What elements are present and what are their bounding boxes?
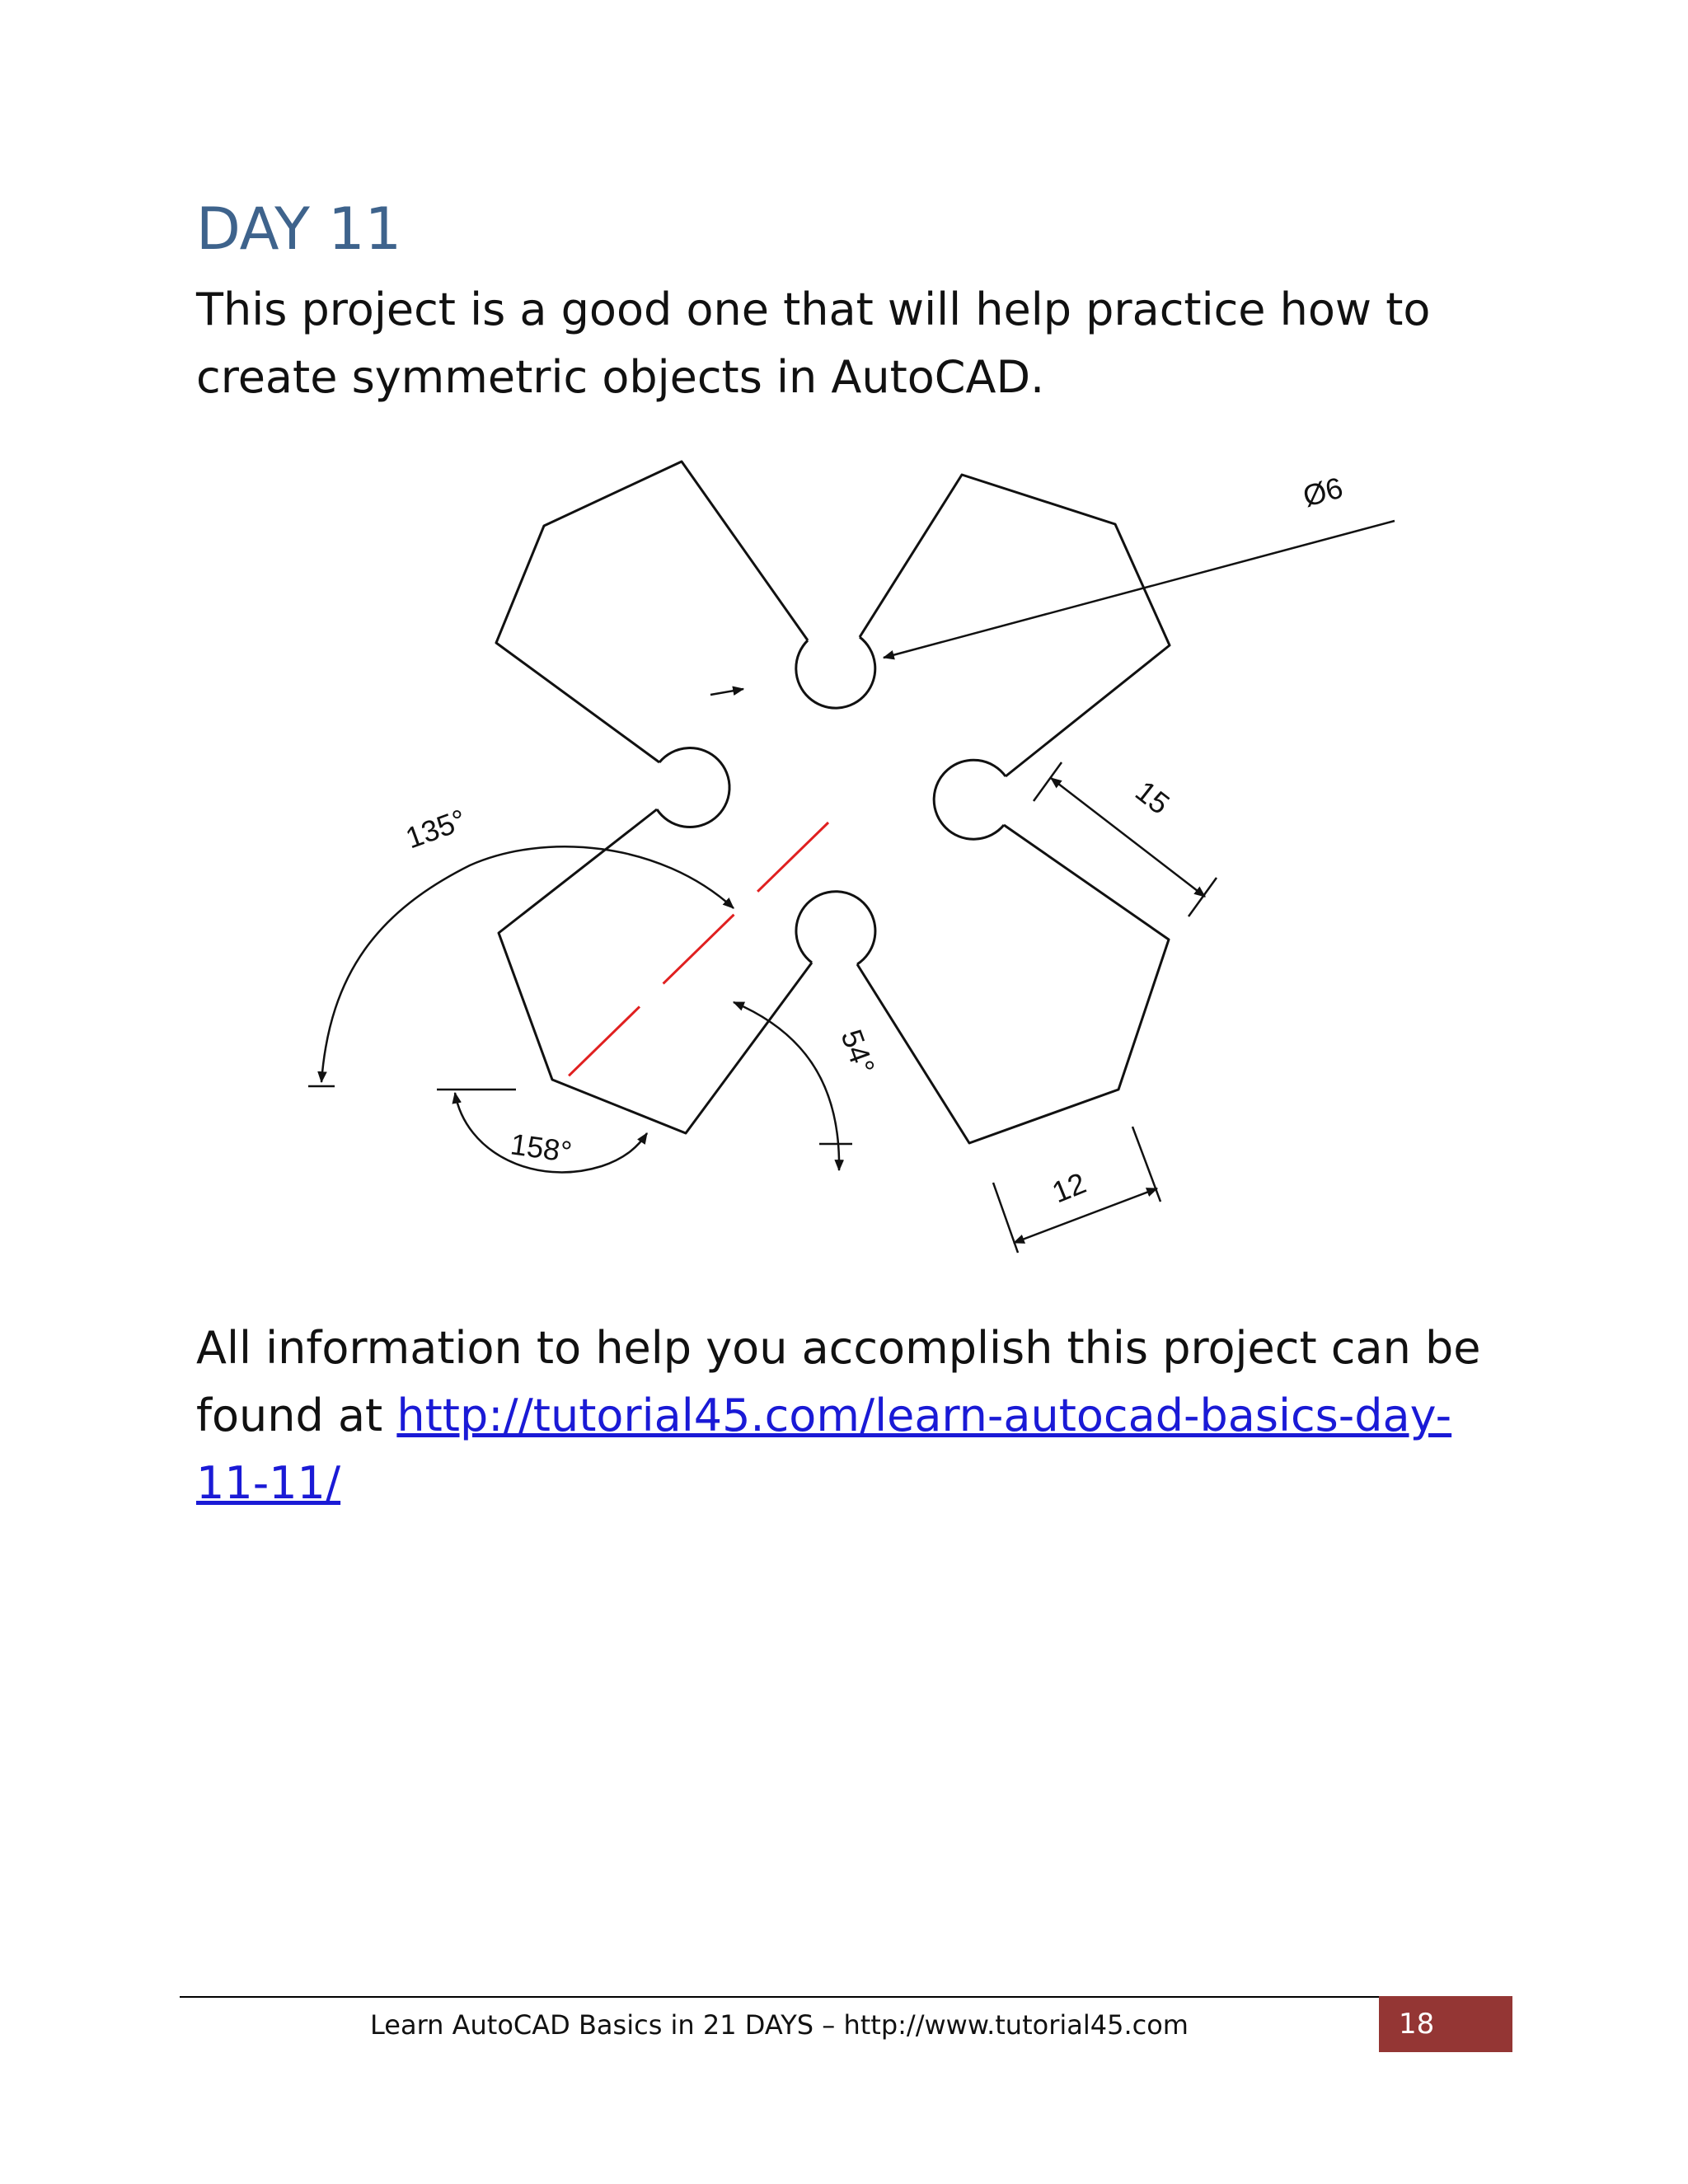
page-heading: DAY 11 [196, 195, 402, 263]
label-angle-158: 158° [508, 1127, 574, 1169]
page-number-badge: 18 [1379, 1996, 1512, 2052]
label-length-15: 15 [1129, 773, 1176, 821]
technical-drawing [272, 445, 1426, 1286]
dim-15-line [1051, 778, 1205, 897]
intro-paragraph: This project is a good one that will help practice how to create symmetric objects in AutoCAD. [196, 284, 1431, 403]
angle-arc-54 [734, 1002, 839, 1170]
footer-text: Learn AutoCAD Basics in 21 DAYS – http://www.tutorial45.com [370, 2009, 1189, 2041]
label-angle-135: 135° [401, 802, 471, 855]
footer-divider [180, 1996, 1379, 1998]
label-diameter: Ø6 [1299, 470, 1347, 513]
dim-15-ext-a [1034, 762, 1062, 801]
keyhole-right [934, 760, 1006, 839]
petal-bottom-right [857, 825, 1169, 1143]
symmetry-line [556, 823, 828, 1088]
info-text: All information to help you accomplish this project can be found at [196, 1322, 1481, 1441]
dim-12-ext-b [1132, 1127, 1160, 1202]
label-angle-54: 54° [834, 1024, 882, 1079]
keyhole-left [657, 748, 729, 827]
keyhole-bottom [796, 892, 875, 964]
diameter-leader [884, 521, 1395, 658]
label-length-12: 12 [1047, 1165, 1091, 1210]
tutorial-link[interactable]: http://tutorial45.com/learn-autocad-basics-day-11-11/ [196, 1390, 1452, 1509]
petal-bottom-left [499, 809, 812, 1133]
angle-arc-135 [321, 846, 734, 1082]
dim-15-ext-b [1189, 878, 1217, 916]
diameter-leader-tail [710, 689, 743, 695]
petal-top-right [860, 475, 1170, 776]
info-paragraph [196, 1315, 1482, 1517]
petal-top-left [496, 462, 808, 762]
keyhole-top [796, 637, 875, 708]
